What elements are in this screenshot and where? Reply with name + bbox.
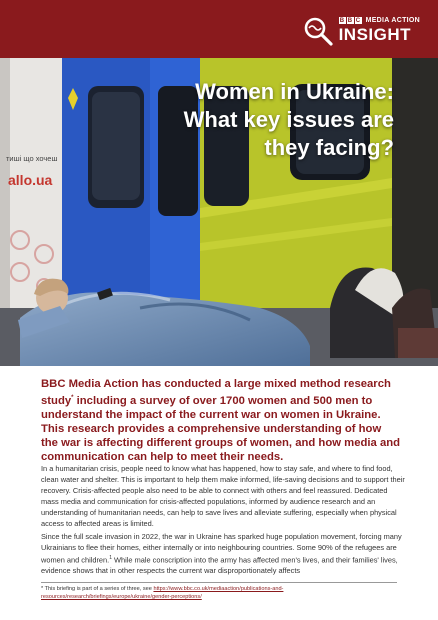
lead-paragraph: BBC Media Action has conducted a large mixed method research study* including a survey of over 1700 women and 500 men to understand the impact of the current war on women in Ukraine. This research provides a comprehensive understanding of how the war is affecting different groups of women, and how media and communication can help to meet their needs.	[41, 378, 401, 463]
footnote-divider	[41, 582, 397, 583]
brand-logo	[301, 13, 420, 47]
brand-subtitle: MEDIA ACTION	[365, 17, 420, 24]
brand-name: INSIGHT	[338, 25, 412, 44]
sign-small-text: тиші що хочеш	[6, 154, 58, 163]
page-title: Women in Ukraine: What key issues are they facing?	[183, 79, 394, 160]
body-paragraph-1: In a humanitarian crisis, people need to know what has happened, how to stay safe, and where to find food, clean water and shelter. This is important to help them make informed, life-saving decisions and to support their recovery. Crisis-affected people also need to be able to connect with others and feel reassured. Dedicated mass media and communication for crisis-affected populations, informed by audience research and an understanding of humanitarian needs, can help to save lives and alleviate suffering, especially when physical access to affected areas is limited.	[41, 464, 405, 528]
body-paragraph-2: Since the full scale invasion in 2022, the war in Ukraine has sparked huge population movement, forcing many Ukrainians to flee their homes, either internally or into neighbouring countries. Some 90% of the refugees are women and children.$^1$ While male conscription into the army has affected men's lives, and their families' lives, evidence shows that in other respects the current war disproportionately affects	[41, 532, 402, 576]
header-bar	[0, 0, 438, 58]
bbc-logo: B B C	[339, 17, 361, 24]
magnifier-logo-icon	[301, 13, 335, 47]
footnote: * This briefing is part of a series of three, see https://www.bbc.co.uk/mediaaction/publications-and-resources/research/briefings/europe/ukraine/gender-perceptions/	[41, 586, 284, 600]
footnote-link[interactable]: https://www.bbc.co.uk/mediaaction/publications-and-resources/research/briefings/europe/ukraine/gender-perceptions/	[41, 586, 284, 600]
sign-brand-text: allo.ua	[8, 172, 53, 188]
hero-photo	[0, 58, 438, 366]
